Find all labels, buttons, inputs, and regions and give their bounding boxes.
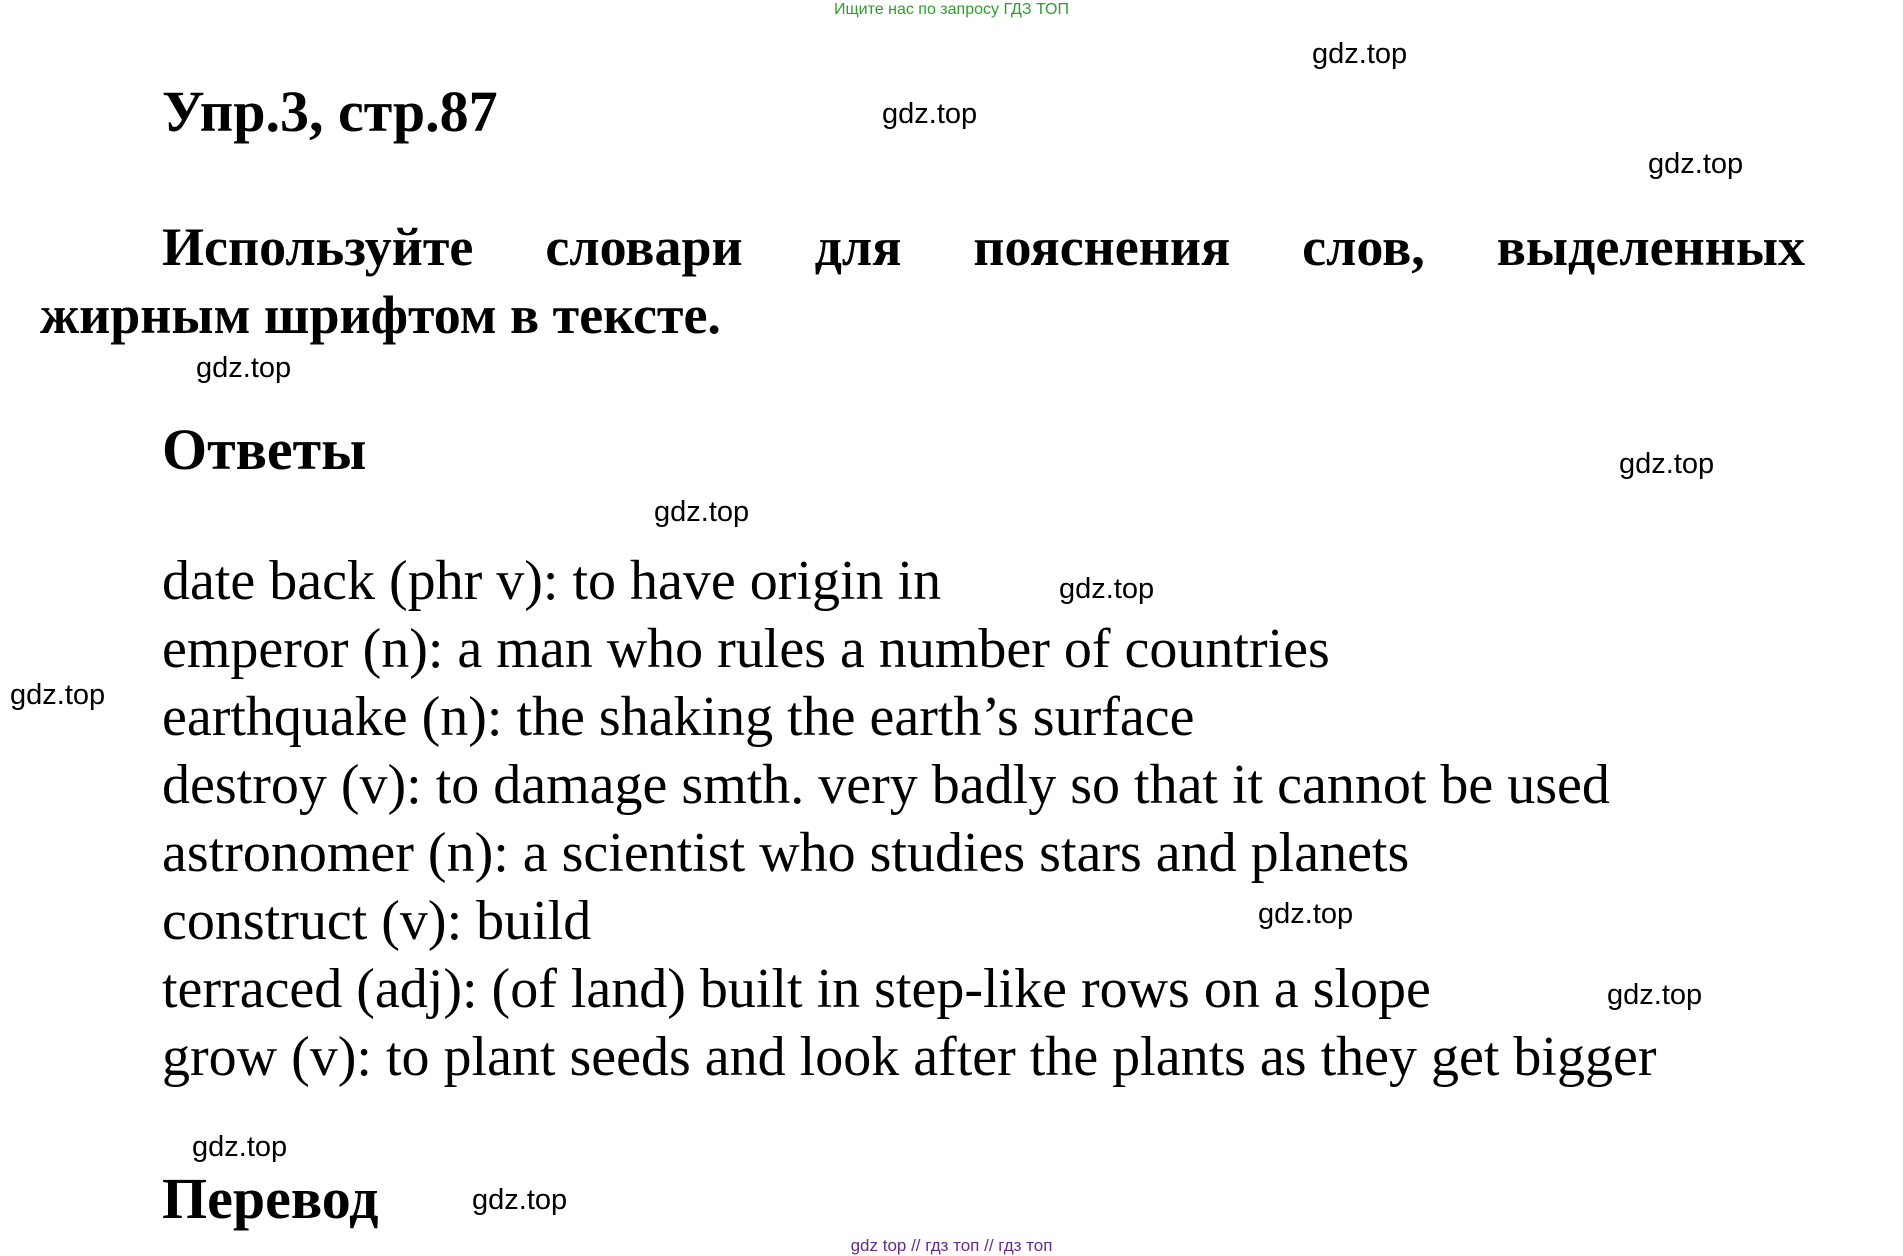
task-line-1: Используйте словари для пояснения слов, выделенных — [162, 217, 1805, 277]
watermark: gdz.top — [1312, 38, 1408, 70]
watermark: gdz.top — [1619, 448, 1715, 480]
task-text — [40, 213, 1805, 349]
answer-item-date-back: date back (phr v): to have origin in — [162, 550, 942, 612]
watermark: gdz.top — [882, 98, 978, 130]
footer-links[interactable]: gdz top // гдз топ // гдз топ — [850, 1236, 1053, 1255]
answer-item-destroy: destroy (v): to damage smth. very badly so that it cannot be used — [162, 754, 1610, 816]
answers-heading: Ответы — [162, 417, 367, 482]
watermark: gdz.top — [10, 679, 106, 711]
watermark: gdz.top — [196, 352, 292, 384]
watermark: gdz.top — [1648, 148, 1744, 180]
answer-item-terraced: terraced (adj): (of land) built in step-like rows on a slope — [162, 958, 1431, 1020]
watermark: gdz.top — [472, 1184, 568, 1216]
top-banner[interactable]: Ищите нас по запросу ГДЗ ТОП — [834, 1, 1069, 18]
watermark: gdz.top — [1059, 573, 1155, 605]
answer-item-grow: grow (v): to plant seeds and look after the plants as they get bigger — [162, 1026, 1657, 1088]
task-line-2: жирным шрифтом в тексте. — [40, 285, 721, 345]
answer-item-construct: construct (v): build — [162, 890, 592, 952]
translation-heading: Перевод — [162, 1166, 379, 1231]
answer-item-astronomer: astronomer (n): a scientist who studies stars and planets — [162, 822, 1410, 884]
watermark: gdz.top — [1258, 898, 1354, 930]
exercise-title: Упр.3, стр.87 — [162, 79, 498, 144]
answer-item-emperor: emperor (n): a man who rules a number of countries — [162, 618, 1330, 680]
answers-list — [162, 547, 1656, 1091]
watermark: gdz.top — [1607, 979, 1703, 1011]
answer-item-earthquake: earthquake (n): the shaking the earth’s surface — [162, 686, 1195, 748]
watermark: gdz.top — [654, 496, 750, 528]
watermark: gdz.top — [192, 1131, 288, 1163]
